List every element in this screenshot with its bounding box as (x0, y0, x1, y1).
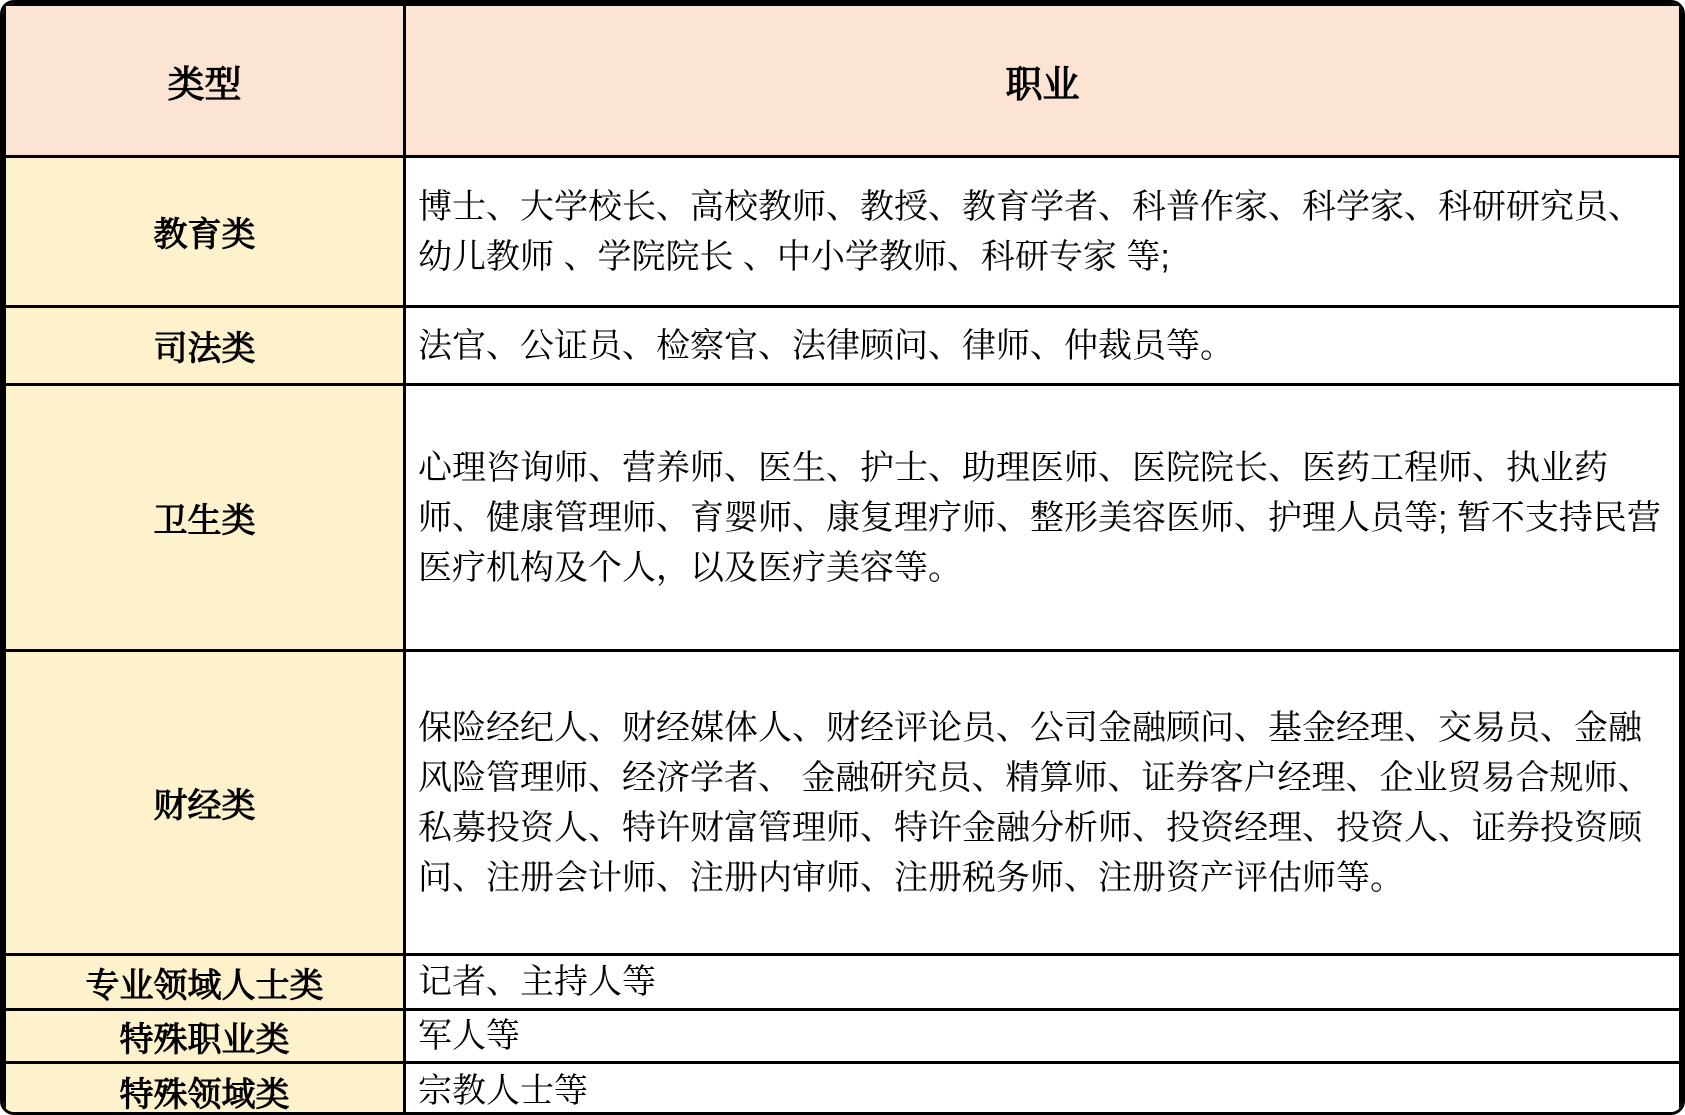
occupation-cell: 宗教人士等 (405, 1063, 1681, 1115)
category-cell: 专业领域人士类 (5, 955, 405, 1010)
table-row-judicial (5, 307, 1681, 385)
category-cell: 特殊职业类 (5, 1010, 405, 1063)
occupation-cell: 军人等 (405, 1010, 1681, 1063)
occupation-cell: 博士、大学校长、高校教师、教授、教育学者、科普作家、科学家、科研研究员、幼儿教师 、学院院长 、中小学教师、科研专家 等; (405, 157, 1681, 307)
header-occupation: 职业 (405, 5, 1681, 157)
occupation-cell: 记者、主持人等 (405, 955, 1681, 1010)
table-row-professional (5, 955, 1681, 1010)
table-row-special-field (5, 1063, 1681, 1115)
category-cell: 财经类 (5, 651, 405, 955)
category-cell: 特殊领域类 (5, 1063, 405, 1115)
occupation-cell: 法官、公证员、检察官、法律顾问、律师、仲裁员等。 (405, 307, 1681, 385)
header-type: 类型 (5, 5, 405, 157)
occupation-cell: 心理咨询师、营养师、医生、护士、助理医师、医院院长、医药工程师、执业药师、健康管理师、育婴师、康复理疗师、整形美容医师、护理人员等; 暂不支持民营医疗机构及个人，以及医疗美容等。 (405, 385, 1681, 651)
occupation-cell: 保险经纪人、财经媒体人、财经评论员、公司金融顾问、基金经理、交易员、金融风险管理师、经济学者、 金融研究员、精算师、证券客户经理、企业贸易合规师、私募投资人、特许财富管理师、特许金融分析师、投资经理、投资人、证券投资顾问、注册会计师、注册内审师、注册税务师、注册资产评估师等。 (405, 651, 1681, 955)
category-cell: 卫生类 (5, 385, 405, 651)
table-row-health (5, 385, 1681, 651)
header-row (5, 5, 1681, 157)
table-row-special-occupation (5, 1010, 1681, 1063)
occupation-table (3, 3, 1682, 1115)
category-cell: 教育类 (5, 157, 405, 307)
table-row-finance (5, 651, 1681, 955)
table-row-education (5, 157, 1681, 307)
category-cell: 司法类 (5, 307, 405, 385)
